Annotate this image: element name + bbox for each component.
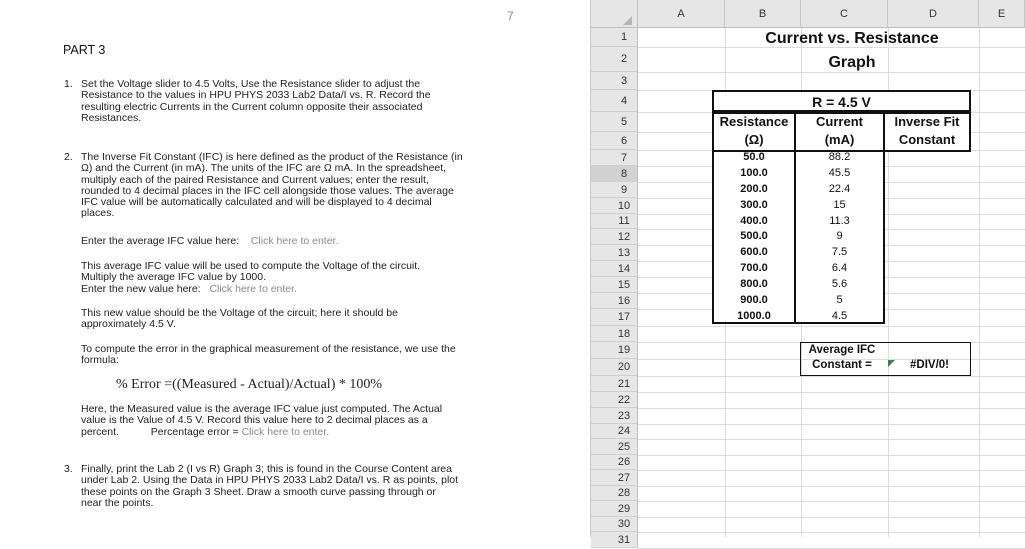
row-header-21[interactable]: [591, 376, 638, 392]
gridline-row: [638, 532, 1025, 533]
part-heading: PART 3: [63, 43, 106, 57]
new-value-entry-row: [81, 284, 521, 295]
row-header-20[interactable]: [591, 359, 638, 376]
text-line: Multiply the average IFC value by 1000.: [81, 271, 267, 284]
gridline-col: [979, 28, 980, 537]
row-header-12[interactable]: [591, 229, 638, 245]
column-header-a[interactable]: A: [638, 0, 725, 28]
row-number: 22: [617, 393, 631, 406]
resistance-header: Resistance: [719, 114, 789, 129]
row-header-22[interactable]: [591, 392, 638, 408]
row-header-1[interactable]: [591, 28, 638, 47]
gridline-row: [638, 486, 1025, 487]
text-line: Finally, print the Lab 2 (I vs R) Graph 3; this is found in the Course Content area: [81, 463, 452, 475]
gridline-row: [638, 501, 1025, 502]
row-number: 2: [620, 53, 628, 65]
row-header-17[interactable]: [591, 309, 638, 326]
row-number: 7: [620, 151, 628, 164]
pct-error-input-field[interactable]: Click here to enter.: [241, 425, 330, 438]
gridline-row: [638, 72, 1025, 73]
current-cell[interactable]: 4.5: [831, 310, 848, 322]
text-line: This new value should be the Voltage of the circuit; here it should be: [81, 307, 398, 319]
average-ifc-label-line1: Average IFC: [808, 344, 876, 356]
text-line: rounded to 4 decimal places in the IFC cell alongside those values. The average: [81, 184, 454, 197]
current-cell[interactable]: 5.6: [831, 278, 848, 290]
row-header-25[interactable]: [591, 439, 638, 455]
ifc-header-line1: Inverse Fit: [894, 114, 960, 129]
gridline-row: [638, 376, 1025, 377]
measured-explanation: [81, 404, 521, 438]
row-number: 29: [617, 502, 631, 515]
row-header-14[interactable]: [591, 261, 638, 277]
row-number: 26: [617, 456, 631, 468]
gridline-row: [638, 470, 1025, 471]
select-all-icon: [623, 16, 632, 25]
compute-voltage-text: [81, 261, 521, 295]
avg-ifc-label: Enter the average IFC value here:: [81, 235, 240, 247]
row-number: 31: [617, 533, 631, 546]
row-number: 17: [617, 311, 631, 323]
sheet-title-line1: Current vs. Resistance: [765, 30, 939, 47]
text-line: formula:: [81, 354, 119, 367]
gridline-row: [638, 455, 1025, 456]
text-line: The Inverse Fit Constant (IFC) is here defined as the product of the Resistance (in: [81, 151, 463, 163]
row-number: 24: [617, 425, 631, 437]
avg-ifc-entry-row: [81, 236, 521, 247]
row-header-5[interactable]: [591, 112, 638, 132]
column-header-d[interactable]: D: [888, 0, 979, 28]
row-number: 25: [617, 440, 631, 453]
text-line: near the points.: [81, 496, 154, 509]
resistance-cell[interactable]: 900.0: [740, 294, 768, 306]
current-cell[interactable]: 15: [833, 199, 846, 211]
row-header-18[interactable]: [591, 326, 638, 342]
row-number: 11: [618, 215, 630, 227]
row-number: 19: [617, 344, 631, 356]
gridline-row: [638, 424, 1025, 425]
current-cell[interactable]: 11.3: [829, 215, 850, 227]
gridline-row: [638, 517, 1025, 518]
text-line: resulting electric Currents in the Current column opposite their associated: [81, 100, 423, 113]
row-number: 5: [620, 115, 628, 128]
text-line: Here, the Measured value is the average IFC value just computed. The Actual: [81, 403, 443, 415]
resistance-cell[interactable]: 100.0: [740, 167, 768, 179]
row-header-29[interactable]: [591, 501, 638, 517]
column-header-b[interactable]: B: [725, 0, 801, 28]
resistance-cell[interactable]: 500.0: [740, 230, 768, 242]
text-line: multiply each of the paired Resistance and Current values; enter the result,: [81, 173, 429, 186]
current-cell[interactable]: 22.4: [828, 183, 851, 195]
text-line: To compute the error in the graphical measurement of the resistance, we use the: [81, 343, 456, 355]
current-cell[interactable]: 45.5: [828, 167, 851, 179]
average-ifc-value-cell[interactable]: #DIV/0!: [910, 359, 949, 371]
row-number: 10: [617, 199, 631, 212]
resistance-cell[interactable]: 1000.0: [737, 310, 771, 322]
text-line: Resistance to the values in HPU PHYS 2033 Lab2 Data/I vs. R. Record the: [81, 89, 431, 102]
row-header-15[interactable]: [591, 277, 638, 293]
current-unit: (mA): [824, 132, 855, 147]
text-line: places.: [81, 207, 115, 220]
text-line: these points on the Graph 3 Sheet. Draw a smooth curve passing through or: [81, 485, 436, 498]
row-header-19[interactable]: [591, 342, 638, 359]
row-number: 8: [620, 167, 628, 180]
row-number: 13: [617, 246, 631, 259]
row-number: 6: [620, 134, 628, 147]
row-number: 14: [617, 262, 631, 275]
gridline-row: [638, 439, 1025, 440]
gridline-row: [638, 408, 1025, 409]
row-number: 9: [620, 183, 628, 196]
row-header-23[interactable]: [591, 408, 638, 424]
gridline-row: [638, 392, 1025, 393]
text-line: IFC value will be automatically calculated and will be displayed to 4 decimal: [81, 196, 432, 209]
resistance-cell[interactable]: 50.0: [743, 151, 765, 163]
text-line: Ω) and the Current (in mA). The units of the IFC are Ω mA. In the spreadsheet,: [81, 162, 447, 175]
row-header-31[interactable]: [591, 532, 638, 548]
average-ifc-label-line2: Constant =: [812, 359, 872, 371]
new-value-input-field[interactable]: Click here to enter.: [209, 282, 297, 295]
row-header-4[interactable]: [591, 90, 638, 112]
row-number: 4: [620, 94, 628, 107]
row-header-28[interactable]: [591, 486, 638, 501]
row-number: 23: [617, 409, 631, 422]
resistance-cell[interactable]: 400.0: [740, 215, 768, 227]
percent-label: percent.: [81, 425, 119, 438]
voltage-note: [81, 308, 521, 331]
item-number: 2.: [64, 151, 73, 163]
instruction-item-1: [64, 78, 521, 124]
row-header-8[interactable]: [591, 166, 638, 182]
text-line: This average IFC value will be used to compute the Voltage of the circuit.: [81, 260, 421, 272]
row-number: 20: [617, 361, 631, 373]
current-cell[interactable]: 88.2: [828, 151, 851, 163]
avg-ifc-input-field[interactable]: Click here to enter.: [250, 235, 339, 247]
gridline-row: [638, 326, 1025, 327]
current-header: Current: [816, 114, 863, 129]
row-header-3[interactable]: [591, 72, 638, 90]
instruction-item-2: [64, 151, 521, 220]
voltage-header-box: [712, 90, 971, 112]
row-number: 1: [620, 31, 628, 43]
current-cell[interactable]: 5: [836, 294, 843, 306]
row-header-16[interactable]: [591, 293, 638, 309]
resistance-cell[interactable]: 800.0: [740, 278, 768, 290]
spreadsheet-pane: [590, 0, 1025, 546]
item-number: 1.: [64, 78, 73, 90]
new-value-label: Enter the new value here:: [81, 282, 201, 295]
text-line: Set the Voltage slider to 4.5 Volts, Use the Resistance slider to adjust the: [81, 78, 421, 90]
row-header-26[interactable]: [591, 455, 638, 470]
current-cell[interactable]: 9: [836, 230, 843, 242]
text-line: approximately 4.5 V.: [81, 318, 176, 331]
row-number: 15: [617, 278, 631, 291]
voltage-header: R = 4.5 V: [812, 94, 871, 110]
text-line: under Lab 2. Using the Data in HPU PHYS 2033 Lab2 Data/I vs. R as points, plot: [81, 474, 459, 487]
row-header-6[interactable]: [591, 132, 638, 150]
page-number: 7: [507, 9, 514, 23]
item-number: 3.: [64, 463, 73, 475]
row-header-9[interactable]: [591, 182, 638, 198]
row-number: 27: [617, 471, 631, 484]
row-number: 12: [617, 230, 631, 243]
text-line: value is the Value of 4.5 V. Record this value here to 2 decimal places as a: [81, 414, 428, 427]
row-header-27[interactable]: [591, 470, 638, 486]
instruction-item-3: [64, 463, 521, 509]
resistance-cell[interactable]: 600.0: [740, 246, 768, 258]
percent-error-row: [81, 427, 521, 438]
row-header-11[interactable]: [591, 214, 638, 229]
current-cell[interactable]: 6.4: [831, 262, 848, 274]
row-header-2[interactable]: [591, 47, 638, 72]
error-formula: % Error =((Measured - Actual)/Actual) * 100%: [116, 377, 383, 392]
row-header-24[interactable]: [591, 424, 638, 439]
select-all-corner[interactable]: [591, 0, 638, 28]
resistance-unit: (Ω): [744, 132, 764, 147]
column-header-c[interactable]: C: [801, 0, 888, 28]
ifc-header-line2: Constant: [898, 132, 956, 147]
row-number: 3: [620, 74, 628, 87]
resistance-cell[interactable]: 300.0: [740, 199, 768, 211]
row-header-13[interactable]: [591, 245, 638, 261]
error-intro: [81, 344, 521, 367]
column-header-e[interactable]: E: [979, 0, 1025, 28]
row-header-30[interactable]: [591, 517, 638, 532]
sheet-title-line2: Graph: [828, 54, 876, 71]
resistance-cell[interactable]: 700.0: [740, 262, 768, 274]
row-number: 16: [617, 294, 631, 307]
resistance-cell[interactable]: 200.0: [740, 183, 768, 195]
row-number: 30: [617, 518, 631, 530]
row-header-7[interactable]: [591, 150, 638, 166]
row-number: 28: [617, 487, 631, 499]
row-header-10[interactable]: [591, 198, 638, 214]
current-cell[interactable]: 7.5: [831, 246, 848, 258]
row-number: 21: [617, 377, 631, 390]
row-number: 18: [617, 327, 631, 340]
pct-error-label: Percentage error =: [150, 425, 239, 438]
text-line: Resistances.: [81, 111, 142, 124]
